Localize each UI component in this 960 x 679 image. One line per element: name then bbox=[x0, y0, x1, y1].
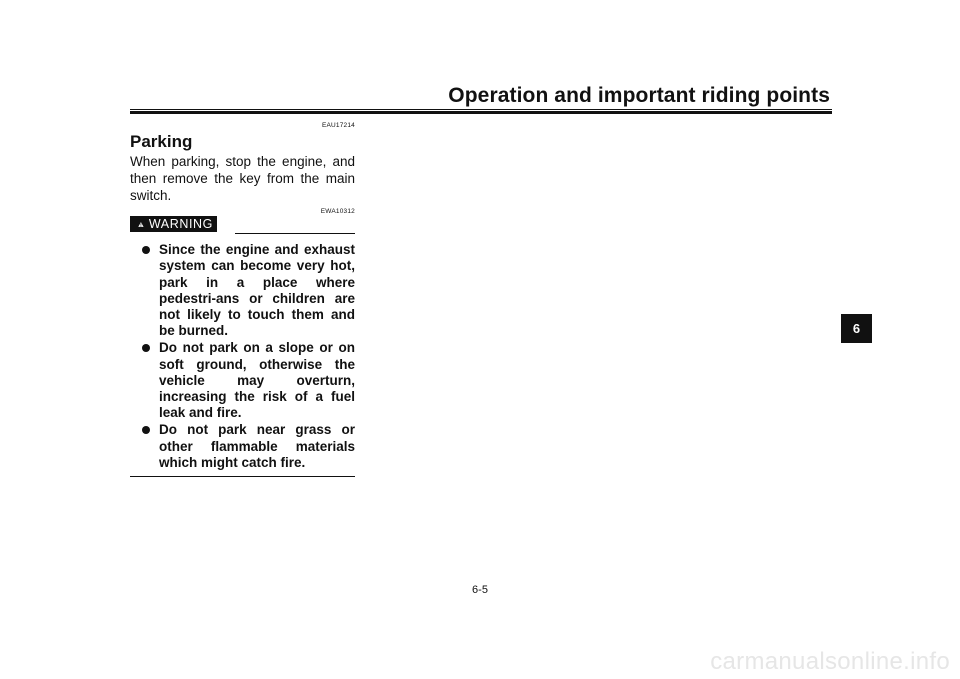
watermark: carmanualsonline.info bbox=[710, 648, 950, 675]
warning-header bbox=[130, 216, 355, 232]
warning-rule bbox=[235, 233, 355, 234]
warning-triangle-icon bbox=[138, 219, 144, 230]
page-number: 6-5 bbox=[472, 584, 488, 596]
section-title: Parking bbox=[130, 132, 193, 151]
content-column bbox=[130, 122, 355, 477]
warning-label: WARNING bbox=[148, 217, 213, 231]
bullet-icon bbox=[142, 344, 150, 352]
list-item bbox=[130, 242, 355, 340]
list-item-text: Do not park near grass or other flammable materials which might catch fire. bbox=[159, 422, 355, 470]
warning-badge bbox=[130, 216, 217, 232]
header-rule-thin bbox=[130, 109, 832, 110]
header-rule bbox=[130, 109, 832, 114]
bullet-icon bbox=[142, 246, 150, 254]
bullet-icon bbox=[142, 426, 150, 434]
intro-paragraph: When parking, stop the engine, and then remove the key from the main switch. bbox=[130, 154, 355, 203]
warning-code: EWA10312 bbox=[320, 208, 355, 215]
list-item-text: Since the engine and exhaust system can become very hot, park in a place where pedestri-ans or children are not likely to touch them and be burned. bbox=[159, 242, 355, 339]
section-code: EAU17214 bbox=[321, 122, 355, 129]
list-item bbox=[130, 340, 355, 421]
list-item bbox=[130, 422, 355, 471]
warning-list bbox=[130, 242, 355, 471]
chapter-tab: 6 bbox=[841, 314, 872, 343]
header-rule-thick bbox=[130, 111, 832, 114]
list-item-text: Do not park on a slope or on soft ground, otherwise the vehicle may overturn, increasing the risk of a fuel leak and fire. bbox=[159, 340, 355, 421]
warning-end-rule bbox=[130, 476, 355, 477]
page-title: Operation and important riding points bbox=[448, 84, 830, 107]
